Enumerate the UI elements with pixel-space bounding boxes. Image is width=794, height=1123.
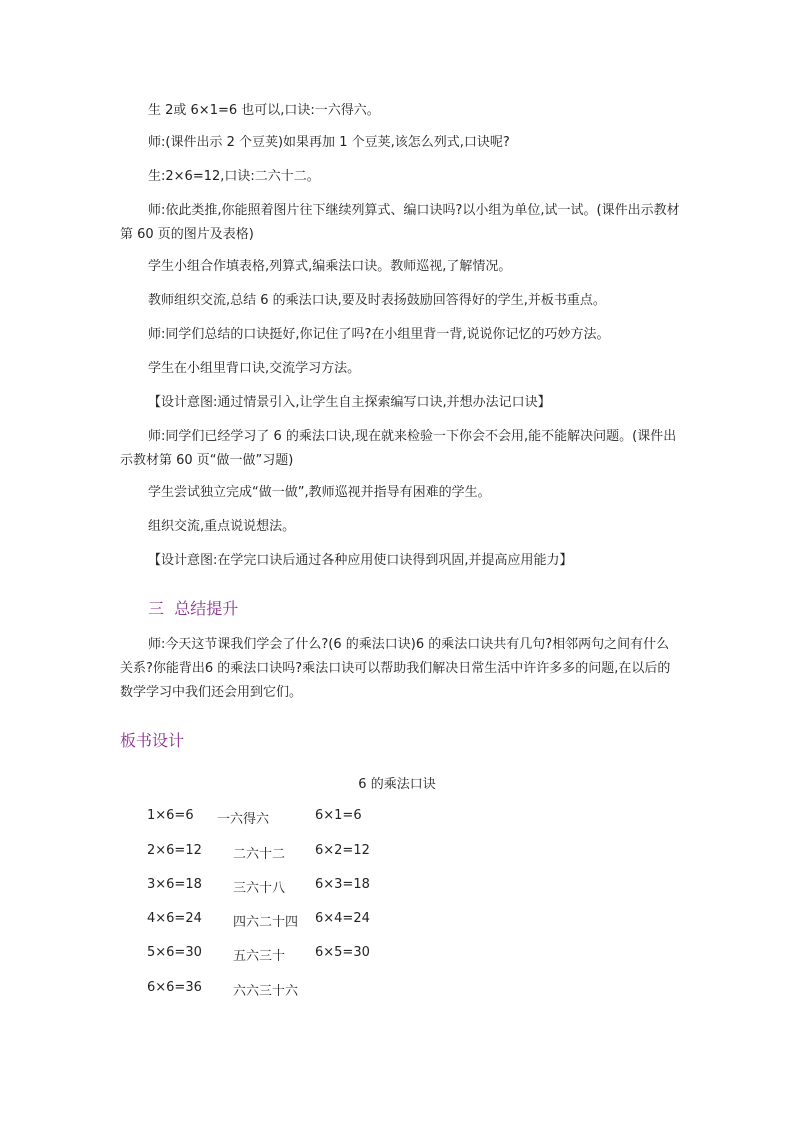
paragraph-1: 生 2或 6×1=6 也可以,口诀:一六得六。 xyxy=(148,103,380,118)
equation: 6×6=36 xyxy=(147,980,202,995)
paragraph-10: 学生尝试独立完成“做一做”,教师巡视并指导有困难的学生。 xyxy=(148,485,491,500)
paragraph-11: 组织交流,重点说说想法。 xyxy=(148,519,296,534)
section-3-heading xyxy=(148,596,238,619)
equation: 4×6=24 xyxy=(147,911,202,926)
equation-reverse: 6×4=24 xyxy=(315,911,370,926)
paragraph-6: 教师组织交流,总结 6 的乘法口诀,要及时表扬鼓励回答得好的学生,并板书重点。 xyxy=(148,293,606,308)
equation: 3×6=18 xyxy=(147,877,202,892)
summary-paragraph: 师:今天这节课我们学会了什么?(6 的乘法口诀)6 的乘法口诀共有几句?相邻两句之间有什么关系?你能背出6 的乘法口诀吗?乘法口诀可以帮助我们解决日常生活中许许多多的问题,在以后的数学学习中我们还会用到它们。 xyxy=(120,637,671,700)
equation: 2×6=12 xyxy=(147,843,202,858)
paragraph-4: 师:依此类推,你能照着图片往下继续列算式、编口诀吗?以小组为单位,试一试。(课件出示教材第 60 页的图片及表格) xyxy=(120,203,680,242)
paragraph-8: 学生在小组里背口诀,交流学习方法。 xyxy=(148,361,361,376)
design-intent-1: 【设计意图:通过情景引入,让学生自主探索编写口诀,并想办法记口诀】 xyxy=(148,395,551,410)
paragraph-7: 师:同学们总结的口诀挺好,你记住了吗?在小组里背一背,说说你记忆的巧妙方法。 xyxy=(148,327,610,342)
mnemonic: 二六十二 xyxy=(233,847,286,862)
mnemonic: 一六得六 xyxy=(217,812,270,827)
design-intent-2: 【设计意图:在学完口诀后通过各种应用使口诀得到巩固,并提高应用能力】 xyxy=(148,553,573,568)
board-design-heading: 板书设计 xyxy=(120,731,185,750)
paragraph-9: 师:同学们已经学习了 6 的乘法口诀,现在就来检验一下你会不会用,能不能解决问题。(课件出示教材第 60 页“做一做”习题) xyxy=(120,429,677,468)
equation-reverse: 6×3=18 xyxy=(315,877,370,892)
paragraph-3: 生:2×6=12,口诀:二六十二。 xyxy=(148,169,320,184)
mnemonic: 六六三十六 xyxy=(233,984,299,999)
equation-reverse: 6×1=6 xyxy=(315,808,362,823)
section-3-number: 三 xyxy=(148,599,165,618)
paragraph-2: 师:(课件出示 2 个豆荚)如果再加 1 个豆荚,该怎么列式,口诀呢? xyxy=(148,135,510,150)
board-title: 6 的乘法口诀 xyxy=(358,777,436,792)
paragraph-5: 学生小组合作填表格,列算式,编乘法口诀。教师巡视,了解情况。 xyxy=(148,259,512,274)
section-3-title: 总结提升 xyxy=(174,599,239,618)
mnemonic: 五六三十 xyxy=(233,949,286,964)
mnemonic: 四六二十四 xyxy=(233,915,299,930)
equation: 5×6=30 xyxy=(147,945,202,960)
equation: 1×6=6 xyxy=(147,808,194,823)
mnemonic: 三六十八 xyxy=(233,881,286,896)
equation-reverse: 6×2=12 xyxy=(315,843,370,858)
equation-reverse: 6×5=30 xyxy=(315,945,370,960)
